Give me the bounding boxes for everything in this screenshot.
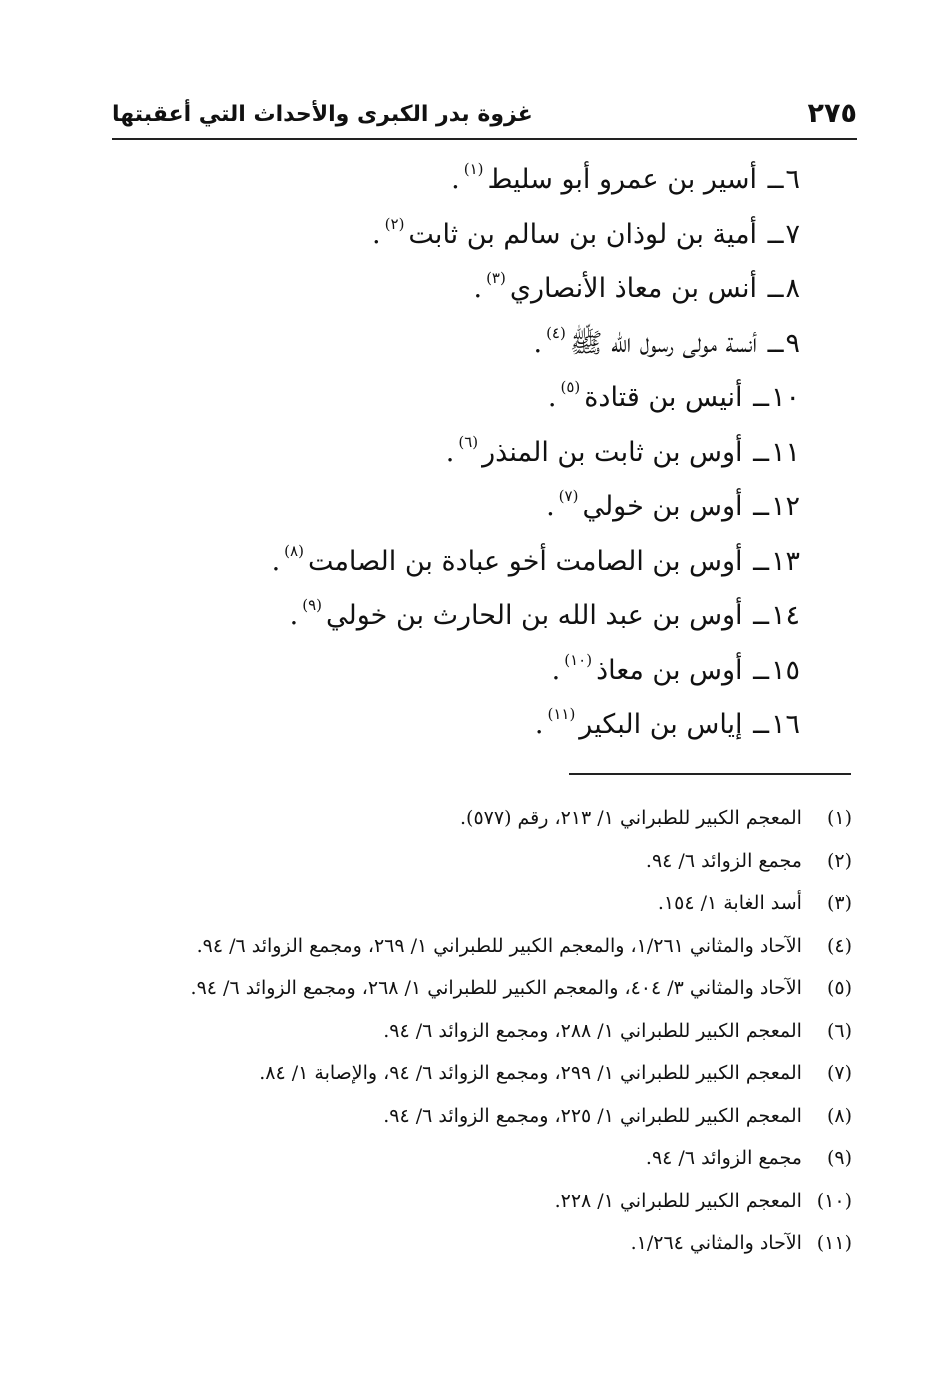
- running-header: [112, 98, 857, 140]
- name-list: [180, 142, 800, 742]
- item-dash: ــ: [767, 273, 784, 304]
- footnote-mark: (٤): [826, 934, 852, 957]
- item-number: ١٦: [770, 709, 800, 740]
- item-number: ١٣: [770, 545, 800, 577]
- footnote-mark: (٧): [826, 1062, 852, 1084]
- list-item: [180, 633, 800, 688]
- footnote-mark: (٢): [826, 849, 852, 872]
- footnote-ref[interactable]: (١): [463, 160, 484, 178]
- footnote-mark: (٥): [826, 977, 852, 999]
- footnote: [122, 926, 852, 969]
- footnote: [122, 1181, 852, 1224]
- footnote: [122, 968, 852, 1011]
- footnote-text: المعجم الكبير للطبراني ١/ ٢١٣، رقم (٥٧٧).: [460, 807, 802, 829]
- footnote-ref[interactable]: (٧): [558, 487, 579, 505]
- list-item: [180, 197, 800, 252]
- item-period: .: [534, 709, 544, 740]
- list-item: [180, 251, 800, 306]
- footnote: [122, 1138, 852, 1181]
- item-text: أوس بن خولي: [582, 491, 743, 522]
- footnote-mark: (٩): [826, 1147, 852, 1169]
- list-item: [180, 687, 800, 742]
- item-period: .: [289, 600, 299, 631]
- running-title: غزوة بدر الكبرى والأحداث التي أعقبتها: [112, 102, 533, 127]
- footnote-mark: (١١): [816, 1232, 852, 1254]
- footnote-text: المعجم الكبير للطبراني ١/ ٢٩٩، ومجمع الزوائد ٦/ ٩٤، والإصابة ١/ ٨٤.: [259, 1062, 802, 1084]
- footnote-ref[interactable]: (١٠): [564, 650, 593, 669]
- item-text: أوس بن عبد الله بن الحارث بن خولي: [326, 600, 743, 631]
- item-number: ١١: [770, 436, 800, 468]
- footnote-ref[interactable]: (٩): [302, 596, 322, 614]
- footnote-text: أسد الغابة ١/ ١٥٤.: [657, 892, 802, 914]
- list-item: [180, 360, 800, 415]
- item-dash: ــ: [767, 164, 784, 195]
- list-item: [180, 306, 800, 361]
- footnote: [122, 1011, 852, 1054]
- item-dash: ــ: [753, 654, 769, 686]
- item-dash: ــ: [753, 709, 769, 740]
- page-number: ٢٧٥: [807, 98, 857, 129]
- item-period: .: [445, 436, 455, 468]
- item-text: أوس بن الصامت أخو عبادة بن الصامت: [307, 545, 743, 577]
- footnote-text: المعجم الكبير للطبراني ١/ ٢٢٥، ومجمع الزوائد ٦/ ٩٤.: [383, 1104, 802, 1127]
- item-text: أوس بن معاذ: [596, 654, 743, 686]
- footnote-ref[interactable]: (٢): [384, 214, 405, 233]
- item-period: .: [546, 491, 555, 522]
- item-number: ٧: [785, 218, 800, 250]
- footnote-ref[interactable]: (٣): [486, 269, 506, 287]
- footnote-ref[interactable]: (٨): [284, 541, 304, 560]
- list-item: [180, 578, 800, 633]
- footnote-mark: (١٠): [816, 1189, 852, 1212]
- footnote-mark: (٦): [826, 1019, 852, 1042]
- list-item: [180, 142, 800, 197]
- footnote-text: مجمع الزوائد ٦/ ٩٤.: [645, 1147, 802, 1169]
- footnote-text: المعجم الكبير للطبراني ١/ ٢٨٨، ومجمع الزوائد ٦/ ٩٤.: [383, 1019, 802, 1042]
- item-number: ٦: [785, 164, 800, 195]
- footnote-text: الآحاد والمثاني ١/٢٦١، والمعجم الكبير للطبراني ١/ ٢٦٩، ومجمع الزوائد ٦/ ٩٤.: [196, 934, 802, 957]
- item-dash: ــ: [753, 491, 769, 522]
- footnote: [122, 1223, 852, 1266]
- footnote: [122, 1096, 852, 1139]
- item-dash: ــ: [753, 600, 769, 631]
- item-text: أسير بن عمرو أبو سليط: [487, 164, 758, 195]
- item-text: إياس بن البكير: [579, 709, 743, 740]
- item-dash: ــ: [767, 327, 784, 359]
- footnote-ref[interactable]: (١١): [547, 705, 576, 723]
- footnote-mark: (٣): [826, 892, 852, 914]
- item-period: .: [271, 545, 281, 577]
- list-item: [180, 469, 800, 524]
- footnote-ref[interactable]: (٥): [560, 378, 581, 396]
- item-number: ١٠: [770, 382, 800, 413]
- item-text: أنسة مولى رسول الله ﷺ: [569, 327, 758, 359]
- item-number: ١٥: [770, 654, 800, 686]
- footnotes: [122, 798, 852, 1266]
- item-period: .: [372, 218, 381, 250]
- footnote-text: الآحاد والمثاني ١/٢٦٤.: [630, 1232, 802, 1254]
- item-dash: ــ: [767, 218, 784, 250]
- footnote-text: الآحاد والمثاني ٣/ ٤٠٤، والمعجم الكبير للطبراني ١/ ٢٦٨، ومجمع الزوائد ٦/ ٩٤.: [190, 977, 802, 999]
- item-period: .: [551, 654, 561, 686]
- item-period: .: [473, 273, 483, 304]
- item-number: ٨: [785, 273, 800, 304]
- item-period: .: [451, 164, 460, 195]
- footnote-text: مجمع الزوائد ٦/ ٩٤.: [645, 849, 802, 872]
- item-dash: ــ: [753, 382, 769, 413]
- footnote-ref[interactable]: (٦): [458, 432, 479, 451]
- footnote-mark: (٨): [826, 1104, 852, 1127]
- item-period: .: [533, 327, 543, 359]
- item-text: أوس بن ثابت بن المنذر: [482, 436, 743, 468]
- item-number: ١٢: [770, 491, 800, 522]
- list-item: [180, 524, 800, 579]
- footnote: [122, 841, 852, 884]
- item-dash: ــ: [753, 436, 769, 468]
- item-number: ١٤: [770, 600, 800, 631]
- footnote-divider: [569, 773, 851, 775]
- item-number: ٩: [785, 327, 800, 359]
- item-text: أنس بن معاذ الأنصاري: [509, 273, 758, 304]
- footnote: [122, 883, 852, 926]
- footnote: [122, 798, 852, 841]
- item-text: أنيس بن قتادة: [584, 382, 743, 413]
- item-dash: ــ: [753, 545, 769, 577]
- item-period: .: [547, 382, 557, 413]
- footnote-mark: (١): [826, 807, 852, 829]
- list-item: [180, 415, 800, 470]
- item-text: أمية بن لوذان بن سالم بن ثابت: [408, 218, 758, 250]
- footnote-ref[interactable]: (٤): [546, 323, 566, 342]
- footnote: [122, 1053, 852, 1096]
- footnote-text: المعجم الكبير للطبراني ١/ ٢٢٨.: [554, 1189, 802, 1212]
